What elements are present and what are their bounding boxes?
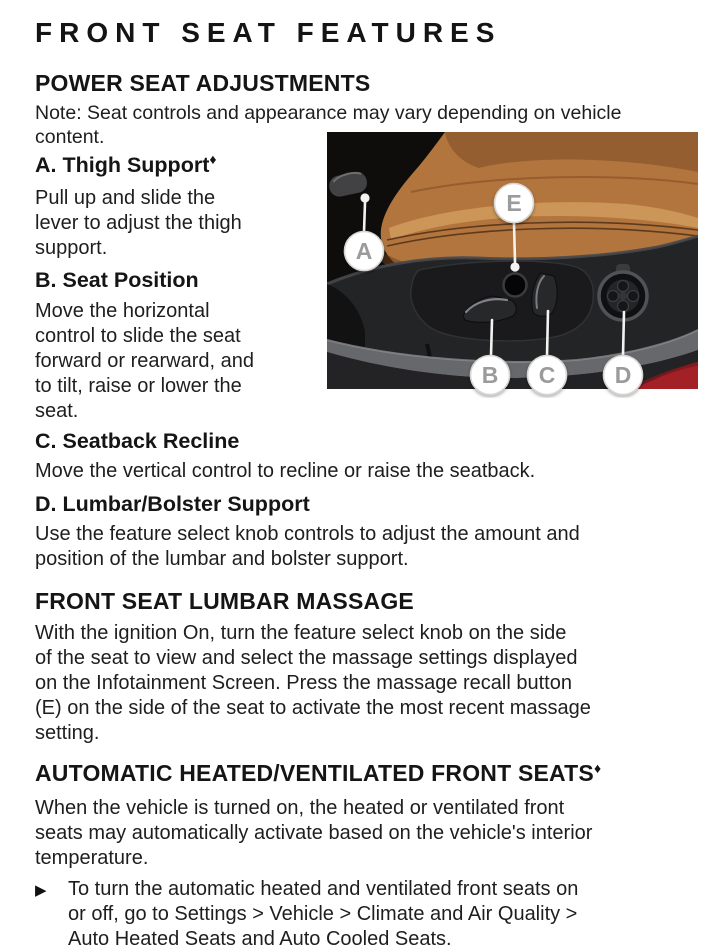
left-text-column [35, 153, 335, 424]
diamond-mark-icon: ♦ [593, 760, 602, 776]
callout-c-label: C [538, 362, 556, 388]
item-a-label: A. Thigh Support [35, 153, 210, 177]
item-a-heading [35, 153, 335, 179]
item-b-line: to tilt, raise or lower the [35, 375, 242, 397]
note-line: content. [35, 126, 105, 148]
lumbar-line: setting. [35, 722, 100, 744]
item-b-line: control to slide the seat [35, 325, 241, 347]
section-heading-lumbar-massage: FRONT SEAT LUMBAR MASSAGE [35, 588, 414, 614]
callout-a-dot [360, 193, 369, 202]
item-c-line: Move the vertical control to recline or raise the seatback. [35, 460, 536, 482]
bullet-triangle-icon: ▶ [35, 882, 47, 899]
lumbar-line: With the ignition On, turn the feature select knob on the side [35, 622, 567, 644]
bullet-paragraph [68, 877, 578, 952]
seat-controls-photo [327, 132, 698, 398]
bullet-line: or off, go to Settings > Vehicle > Climate and Air Quality > [68, 903, 578, 925]
lumbar-massage-paragraph [35, 621, 688, 746]
section-heading-auto-heated-seats [35, 760, 688, 789]
callout-d-line [623, 312, 624, 356]
section-heading-power-seat-adjustments: POWER SEAT ADJUSTMENTS [35, 70, 371, 96]
lumbar-line: on the Infotainment Screen. Press the massage recall button [35, 672, 572, 694]
item-b-line: forward or rearward, and [35, 350, 254, 372]
callout-a-label: A [355, 238, 373, 264]
bullet-line: Auto Heated Seats and Auto Cooled Seats. [68, 928, 452, 950]
bullet-line: To turn the automatic heated and ventilated front seats on [68, 878, 579, 900]
item-c-heading: C. Seatback Recline [35, 429, 240, 453]
item-a-line: lever to adjust the thigh [35, 212, 242, 234]
item-c-paragraph [35, 459, 688, 484]
callout-b-label: B [481, 362, 499, 388]
lumbar-line: of the seat to view and select the massage settings displayed [35, 647, 578, 669]
auto-heading-label: AUTOMATIC HEATED/VENTILATED FRONT SEATS [35, 760, 594, 786]
item-d-paragraph [35, 522, 688, 572]
item-b-heading: B. Seat Position [35, 268, 199, 292]
callout-c-line [547, 311, 548, 356]
item-a-paragraph [35, 186, 335, 261]
auto-line: seats may automatically activate based on the vehicle's interior [35, 822, 593, 844]
bullet-item [35, 877, 688, 952]
callout-a-line [364, 203, 365, 232]
item-d-line: Use the feature select knob controls to adjust the amount and [35, 523, 580, 545]
item-b-line: Move the horizontal [35, 300, 210, 322]
lumbar-line: (E) on the side of the seat to activate the most recent massage [35, 697, 591, 719]
item-d-line: position of the lumbar and bolster support. [35, 548, 409, 570]
item-d-heading: D. Lumbar/Bolster Support [35, 492, 310, 516]
item-a-line: Pull up and slide the [35, 187, 216, 209]
item-a-line: support. [35, 237, 108, 259]
item-b-paragraph [35, 299, 335, 424]
callout-e-label: E [506, 190, 522, 216]
massage-recall-button [504, 274, 527, 297]
page-title: FRONT SEAT FEATURES [35, 17, 502, 48]
callout-e-dot [510, 262, 519, 271]
seat-controls-illustration [327, 132, 698, 398]
callout-d-label: D [614, 362, 632, 388]
callout-b-line [491, 320, 492, 356]
auto-line: When the vehicle is turned on, the heated or ventilated front [35, 797, 565, 819]
callout-e-line [514, 223, 515, 262]
item-b-line: seat. [35, 400, 79, 422]
auto-line: temperature. [35, 847, 149, 869]
diamond-mark-icon: ♦ [209, 151, 217, 167]
auto-seats-paragraph [35, 796, 688, 871]
note-line: Note: Seat controls and appearance may vary depending on vehicle [35, 102, 622, 124]
